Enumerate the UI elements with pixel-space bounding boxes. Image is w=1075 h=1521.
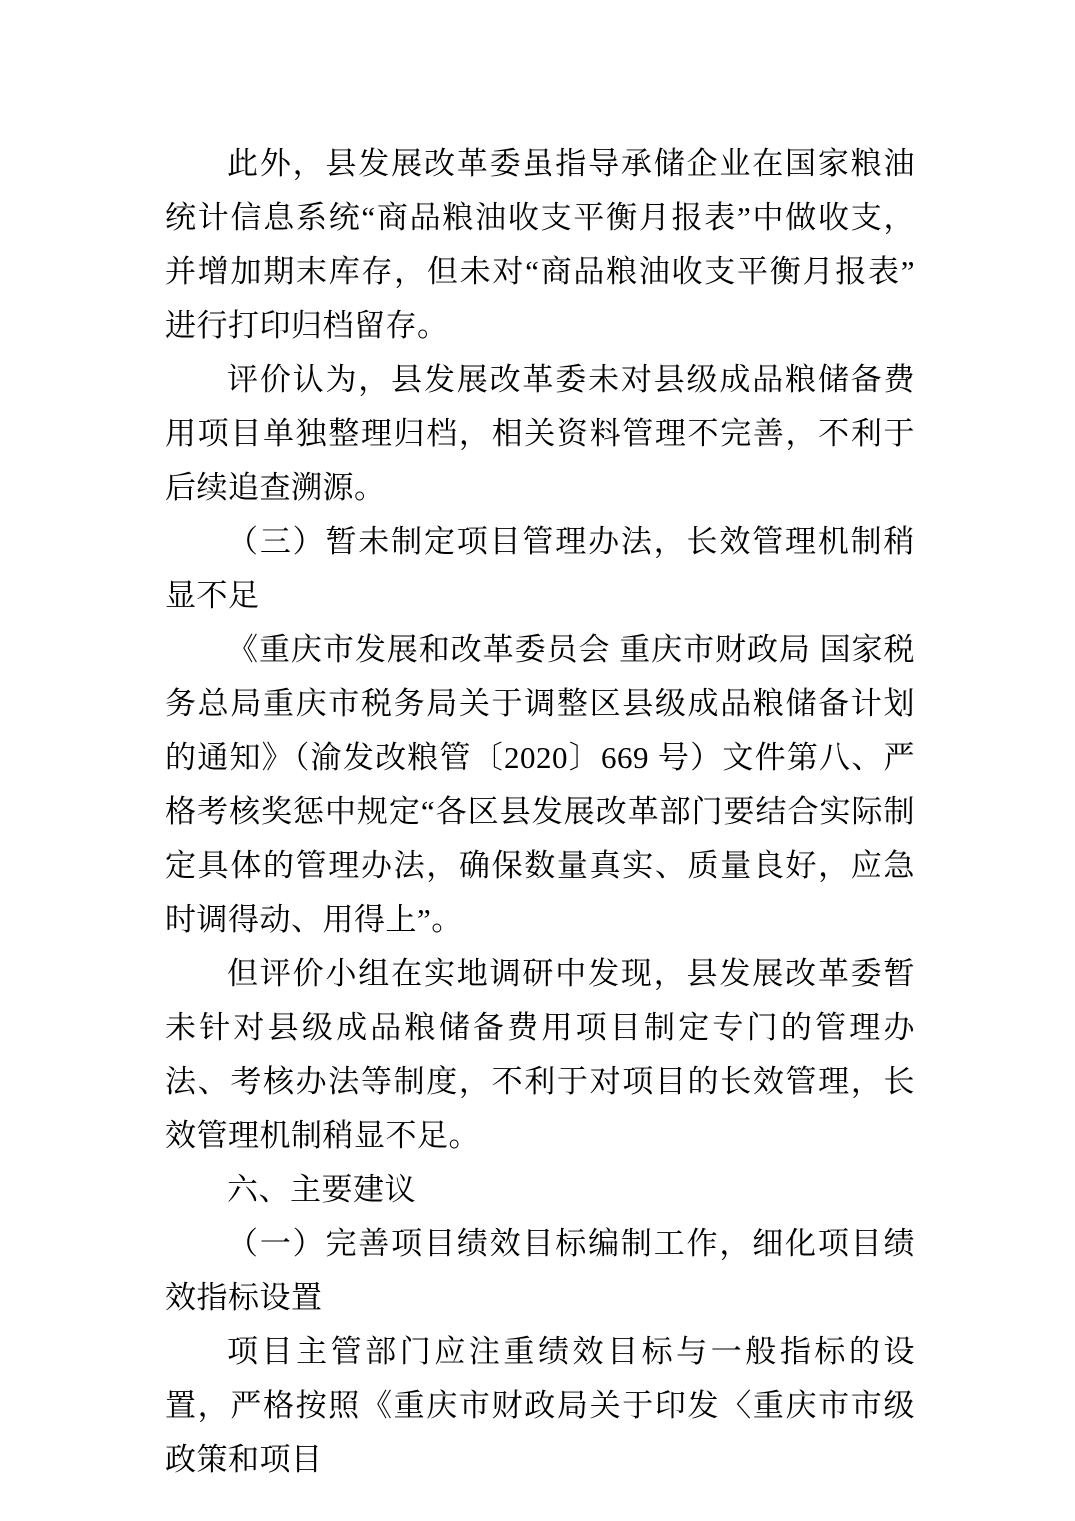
section-heading-three: （三）暂未制定项目管理办法，长效管理机制稍显不足	[165, 524, 915, 613]
paragraph-archive-issue: 此外，县发展改革委虽指导承储企业在国家粮油统计信息系统“商品粮油收支平衡月报表”中做收支，并增加期末库存，但未对“商品粮油收支平衡月报表”进行打印归档留存。	[165, 146, 915, 343]
paragraph-policy-citation: 《重庆市发展和改革委员会 重庆市财政局 国家税务总局重庆市税务局关于调整区县级成品粮储备计划的通知》（渝发改粮管〔2020〕669 号）文件第八、严格考核奖惩中规定“各区县发展改革部门要结合实际制定具体的管理办法，确保数量真实、质量良好，应急时调得动、用得上”。	[165, 632, 915, 937]
paragraph-project-department-advice: 项目主管部门应注重绩效目标与一般指标的设置，严格按照《重庆市财政局关于印发〈重庆市市级政策和项目	[165, 1334, 915, 1477]
section-heading-one-improve-targets: （一）完善项目绩效目标编制工作，细化项目绩效指标设置	[165, 1226, 915, 1315]
paragraph-field-research-finding: 但评价小组在实地调研中发现，县发展改革委暂未针对县级成品粮储备费用项目制定专门的管理办法、考核办法等制度，不利于对项目的长效管理，长效管理机制稍显不足。	[165, 956, 915, 1153]
section-heading-six-main-suggestions: 六、主要建议	[227, 1172, 416, 1207]
paragraph-evaluation-conclusion: 评价认为，县发展改革委未对县级成品粮储备费用项目单独整理归档，相关资料管理不完善，不利于后续追查溯源。	[165, 362, 915, 505]
document-body-text	[165, 137, 915, 1487]
